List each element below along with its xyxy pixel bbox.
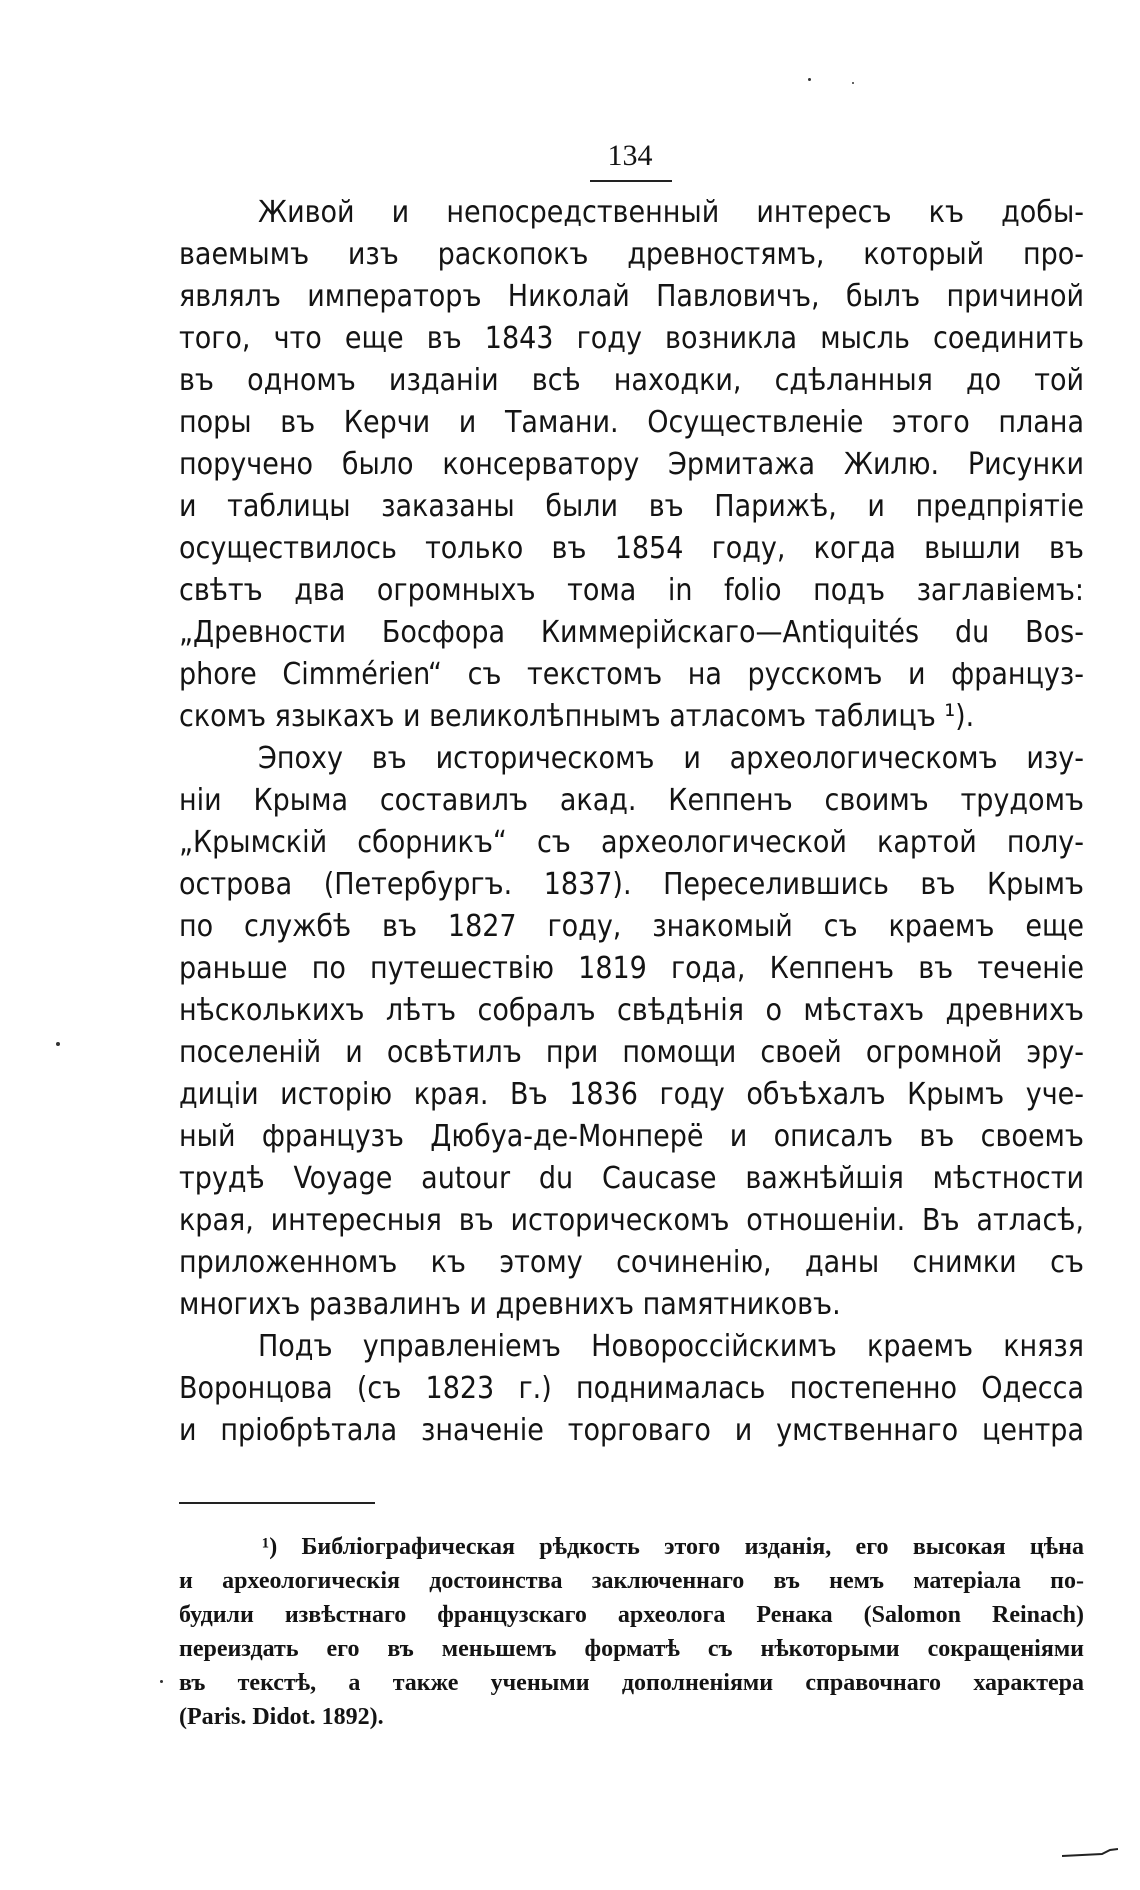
footnote-line: будили извѣстнаго французскаго археолога Ренака (Salomon Reinach) (179, 1602, 1084, 1628)
text-line: ваемымъ изъ раскопокъ древностямъ, который про- (179, 237, 1084, 272)
text-line: въ одномъ изданіи всѣ находки, сдѣланныя до той (179, 363, 1084, 398)
footnote-line: (Paris. Didot. 1892). (179, 1704, 384, 1730)
text-line: Воронцова (съ 1823 г.) поднималась постепенно Одесса (179, 1371, 1084, 1406)
footnote-line: и археологическія достоинства заключеннаго въ немъ матеріала по- (179, 1568, 1084, 1594)
text-line: Подъ управленіемъ Новороссійскимъ краемъ князя (258, 1329, 1084, 1364)
scan-speck (808, 78, 811, 81)
text-line: острова (Петербургъ. 1837). Переселившись въ Крымъ (179, 867, 1084, 902)
text-line: поры въ Керчи и Тамани. Осуществленіе этого плана (179, 405, 1084, 440)
scan-speck (160, 1680, 163, 1683)
text-line: поселеній и освѣтилъ при помощи своей огромной эру- (179, 1035, 1084, 1070)
text-line: „Крымскій сборникъ“ съ археологической картой полу- (179, 825, 1084, 860)
text-line: являлъ императоръ Николай Павловичъ, былъ причиной (179, 279, 1084, 314)
footnote-line: переиздать его въ меньшемъ форматѣ съ нѣкоторыми сокращеніями (179, 1636, 1084, 1662)
text-line: ный французъ Дюбуа-де-Монперё и описалъ въ своемъ (179, 1119, 1084, 1154)
text-line: Эпоху въ историческомъ и археологическомъ изу- (258, 741, 1084, 776)
text-line: поручено было консерватору Эрмитажа Жилю. Рисунки (179, 447, 1084, 482)
text-line: диціи исторію края. Въ 1836 году объѣхалъ Крымъ уче- (179, 1077, 1084, 1112)
text-line: нѣсколькихъ лѣтъ собралъ свѣдѣнія о мѣстахъ древнихъ (179, 993, 1084, 1028)
footnote-line: въ текстѣ, а также учеными дополненіями справочнаго характера (179, 1670, 1084, 1696)
text-line: трудѣ Voyage autour du Caucase важнѣйшія мѣстности (179, 1161, 1084, 1196)
text-line: того, что еще въ 1843 году возникла мысль соединить (179, 321, 1084, 356)
text-line: приложенномъ къ этому сочиненію, даны снимки съ (179, 1245, 1084, 1280)
text-line: по службѣ въ 1827 году, знакомый съ краемъ еще (179, 909, 1084, 944)
text-line: скомъ языкахъ и великолѣпнымъ атласомъ таблицъ ¹). (179, 699, 975, 734)
page-number: 134 (607, 139, 653, 172)
text-line: phore Cimmérien“ съ текстомъ на русскомъ и француз- (179, 657, 1084, 692)
text-line: Живой и непосредственный интересъ къ добы- (258, 195, 1084, 230)
text-line: и пріобрѣтала значеніе торговаго и умственнаго центра (179, 1413, 1084, 1448)
page-number-rule (590, 180, 672, 182)
text-line: и таблицы заказаны были въ Парижѣ, и предпріятіе (179, 489, 1084, 524)
scan-speck (852, 82, 854, 84)
text-line: осуществилось только въ 1854 году, когда вышли въ (179, 531, 1084, 566)
scan-speck (56, 1042, 60, 1046)
text-line: края, интересныя въ историческомъ отношеніи. Въ атласѣ, (179, 1203, 1084, 1238)
text-line: свѣтъ два огромныхъ тома in folio подъ заглавіемъ: (179, 573, 1084, 608)
text-line: многихъ развалинъ и древнихъ памятниковъ. (179, 1287, 841, 1322)
footnote-rule (179, 1502, 375, 1504)
footnote-line: ¹) Библіографическая рѣдкость этого изданія, его высокая цѣна (262, 1534, 1084, 1560)
text-line: раньше по путешествію 1819 года, Кеппенъ въ теченіе (179, 951, 1084, 986)
text-line: „Древности Босфора Киммерійскаго—Antiquités du Bos- (179, 615, 1084, 650)
scan-corner-mark (1062, 1848, 1118, 1858)
text-line: ніи Крыма составилъ акад. Кеппенъ своимъ трудомъ (179, 783, 1084, 818)
